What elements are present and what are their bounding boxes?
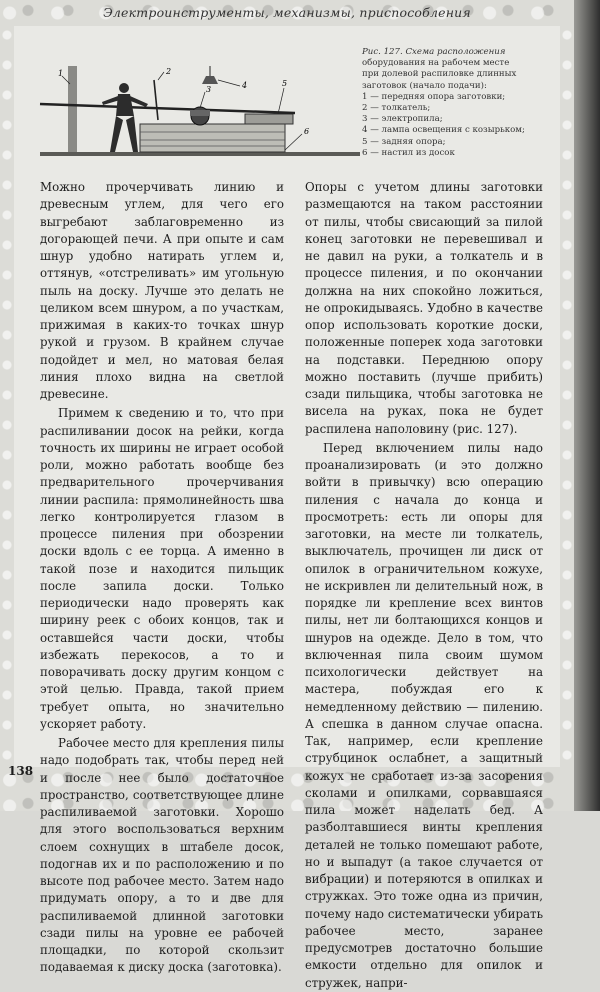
decorative-border-right — [560, 26, 574, 767]
caption-legend-item: 3 — электропила; — [362, 114, 443, 125]
caption-title-line: заготовок (начало подачи): — [362, 80, 487, 91]
paragraph: Опоры с учетом длины заготовки размещаются на таком расстоянии от пилы, чтобы свисающий за пилой конец заготовки не перевешивал и не давил на руки, а толкатель и в процессе пиления, и по окончании должна на них спокойно ложиться, не опрокидываясь. Удобно в качестве опор использовать короткие доски, положенные поперек хода заготовки на подставки. Переднюю опору можно поставить (лучше прибить) сзади пильщика, чтобы заготовка не висела на руках, пока не будет распилена наполовину (рис. 127). — [305, 180, 543, 436]
caption-legend-item: 4 — лампа освещения с козырьком; — [362, 125, 525, 136]
figure-caption — [362, 47, 558, 159]
figure-127-diagram — [40, 66, 360, 178]
rear-support — [245, 114, 293, 124]
caption-legend-item: 2 — толкатель; — [362, 103, 431, 114]
decorative-border-left — [0, 26, 14, 767]
caption-title-line: при долевой распиловке длинных — [362, 69, 517, 80]
right-text-column — [305, 179, 543, 992]
lamp-with-shade — [202, 76, 218, 84]
caption-title-line: Рис. 127. Схема расположения — [362, 47, 506, 57]
book-spine-shadow — [574, 0, 600, 811]
figure-label-2: 2 — [166, 67, 172, 76]
paragraph: Рабочее место для крепления пилы надо подобрать так, чтобы перед ней и после нее было достаточное пространство, соответствующее длине распиливаемой заготовки. Хорошо для этого воспользоваться верхним слоем сохнущих в штабеле досок, подогнав их и по расположению и по высоте под рабочее место. Затем надо придумать опору, а то и две для распиливаемой длинной заготовки сзади пилы на уровне ее рабочей площадки, по которой скользит подаваемая к диску доска (заготовка). — [40, 736, 284, 975]
paragraph: Можно прочерчивать линию и древесным углем, для чего его выгребают заблаговременно из догорающей печи. А при опыте и сам шнур удобно натирать углем и, оттянув, «отстреливать» им угольную пыль на доску. Лучше это делать не целиком всем шнуром, а по участкам, прижимая в каких-то точках шнур рукой и грузом. В крайнем случае подойдет и мел, но матовая белая линия плохо видна на светлой древесине. — [40, 180, 284, 401]
caption-legend-item: 1 — передняя опора заготовки; — [362, 91, 506, 102]
caption-legend-item: 5 — задняя опора; — [362, 136, 446, 147]
sawing-workplace-illustration — [40, 66, 360, 178]
caption-legend-item: 6 — настил из досок — [362, 147, 455, 158]
left-text-column — [40, 179, 284, 977]
front-support-post — [68, 66, 77, 154]
pusher — [154, 80, 158, 120]
figure-label-5: 5 — [282, 79, 288, 88]
page-number: 138 — [8, 764, 34, 778]
board-deck — [140, 124, 285, 152]
paragraph: Перед включением пилы надо проанализировать (и это должно войти в привычку) всю операцию пиления с начала до конца и просмотреть: есть ли опоры для заготовки, на месте ли толкатель, выключатель, прочищен ли диск от опилок в ограничительном кожухе, не искривлен ли делительный нож, в порядке ли крепление всех винтов пилы, нет ли болтающихся концов и шнуров на одежде. Дело в том, что включенная пила своим шумом психологически действует на мастера, побуждая его к немедленному действию — пилению. А спешка в данном случае опасна. Так, например, если крепление струбцинок ослабнет, а защитный кожух не сработает из-за засорения сколами и опилками, сорвавшаяся пила может наделать бед. А разболтавшиеся винты крепления деталей не только помешают работе, но и выпадут (а такое случается от вибрации) и потеряются в опилках и стружках. Это тоже одна из причин, почему надо систематически убирать рабочее место, заранее предусмотрев достаточно большие емкости отдельно для опилок и стружек, напри- — [305, 440, 543, 990]
floor-line — [40, 152, 360, 156]
caption-title-line: оборудования на рабочем месте — [362, 58, 510, 69]
figure-label-4: 4 — [242, 81, 248, 90]
workpiece-board — [40, 104, 295, 113]
paragraph: Примем к сведению и то, что при распиливании досок на рейки, когда точность их ширины не играет особой роли, можно работать вообще без предварительного прочерчивания линии распила: прямолинейность шва легко контролируется глазом в процессе пиления при обозрении доски вдоль с ее торца. А именно в такой позе и находится пильщик после запила доски. Только периодически надо проверять как ширину реек с обоих концов, так и оставшейся части доски, чтобы избежать перекосов, а то и поворачивать доску другим концом с этой целью. Правда, такой прием требует опыта, но значительно ускоряет работу. — [40, 406, 284, 731]
figure-label-3: 3 — [206, 85, 212, 94]
running-head: Электроинструменты, механизмы, приспособления — [103, 5, 471, 20]
figure-label-1: 1 — [58, 69, 64, 78]
figure-label-6: 6 — [304, 127, 310, 136]
